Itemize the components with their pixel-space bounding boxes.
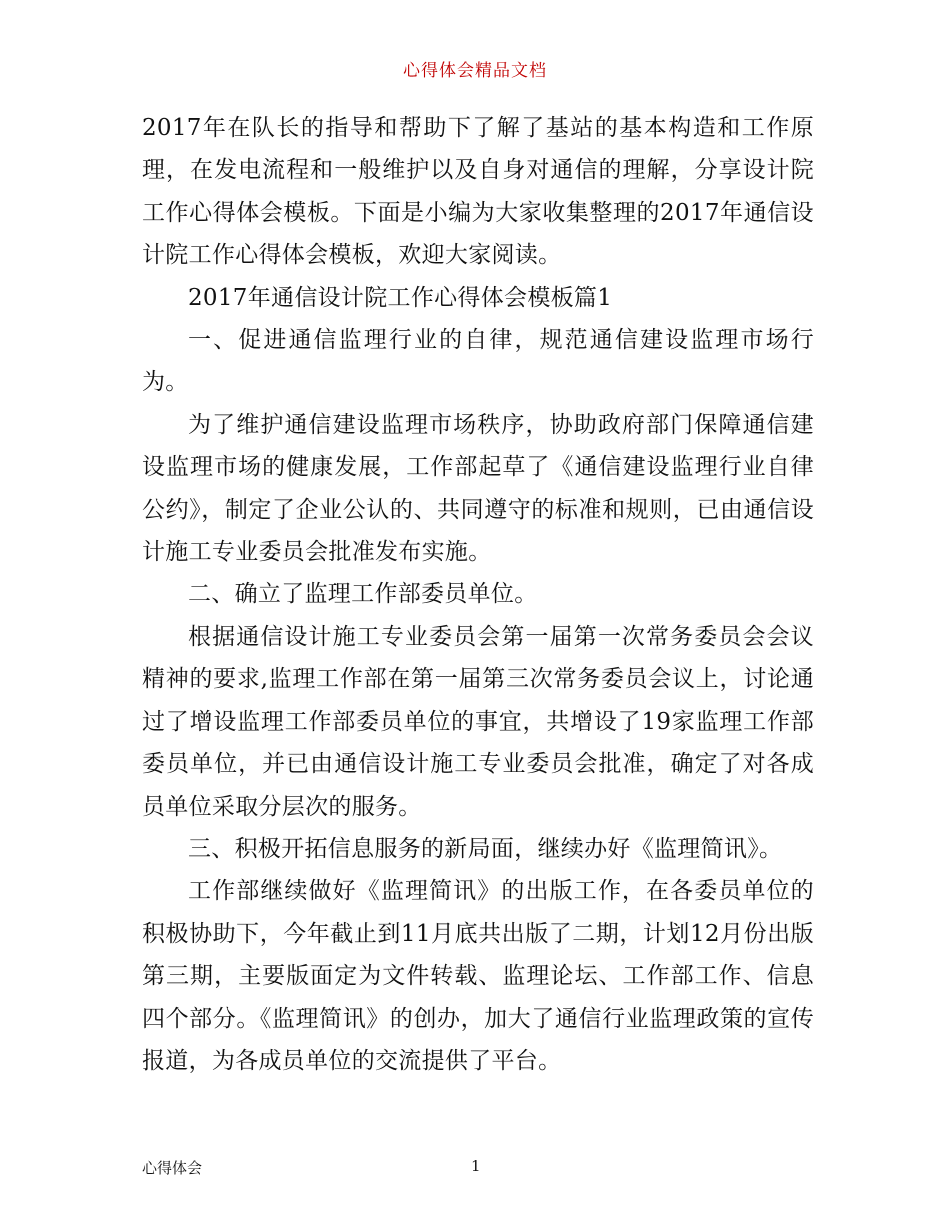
- paragraph-heading-2: 二、确立了监理工作部委员单位。: [188, 581, 538, 608]
- paragraph-body-1: 为了维护通信建设监理市场秩序，协助政府部门保障通信建设监理市场的健康发展，工作部起草了《通信建设监理行业自律公约》，制定了企业公认的、共同遵守的标准和规则，已由通信设计施工专业委员会批准发布实施。: [142, 411, 814, 566]
- paragraph-section-title: 2017年通信设计院工作心得体会模板篇1: [188, 284, 613, 311]
- paragraph-heading-1: 一、促进通信监理行业的自律，规范通信建设监理市场行为。: [142, 327, 814, 396]
- document-body: [142, 107, 814, 1082]
- page-number: 1: [471, 1157, 481, 1175]
- paragraph-intro: 2017年在队长的指导和帮助下了解了基站的基本构造和工作原理，在发电流程和一般维护以及自身对通信的理解，分享设计院工作心得体会模板。下面是小编为大家收集整理的2017年通信设计院工作心得体会模板，欢迎大家阅读。: [142, 115, 814, 269]
- page-header-title: 心得体会精品文档: [403, 61, 547, 81]
- paragraph-body-2: 根据通信设计施工专业委员会第一届第一次常务委员会会议精神的要求,监理工作部在第一届第三次常务委员会议上，讨论通过了增设监理工作部委员单位的事宜，共增设了19家监理工作部委员单位，并已由通信设计施工专业委员会批准，确定了对各成员单位采取分层次的服务。: [142, 623, 814, 820]
- paragraph-body-3: 工作部继续做好《监理简讯》的出版工作，在各委员单位的积极协助下，今年截止到11月底共出版了二期，计划12月份出版第三期，主要版面定为文件转载、监理论坛、工作部工作、信息四个部分。《监理简讯》的创办，加大了通信行业监理政策的宣传报道，为各成员单位的交流提供了平台。: [142, 878, 814, 1074]
- paragraph-heading-3: 三、积极开拓信息服务的新局面，继续办好《监理简讯》。: [188, 835, 783, 862]
- footer-label: 心得体会: [142, 1159, 203, 1177]
